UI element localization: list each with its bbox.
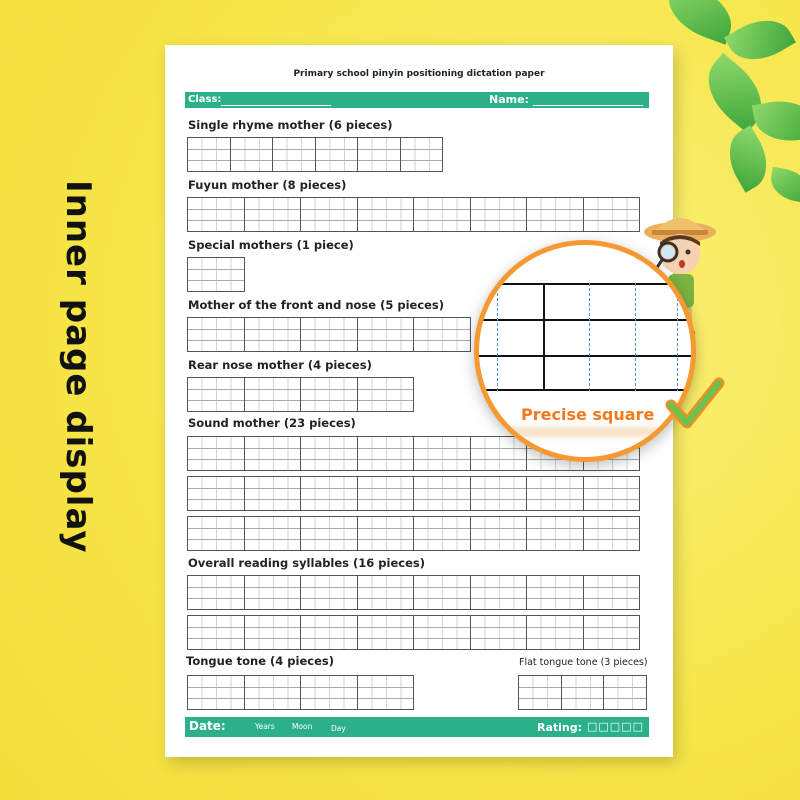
name-label: Name:: [489, 93, 529, 106]
side-label-text: Inner page display: [58, 180, 98, 554]
section-fuyun: Fuyun mother (8 pieces): [188, 178, 347, 192]
section-front-nose: Mother of the front and nose (5 pieces): [188, 298, 445, 312]
precise-square-caption: Precise square: [521, 405, 655, 424]
grid-flat-tongue[interactable]: [518, 675, 646, 710]
day-label: Day: [331, 724, 346, 733]
rating-label: Rating:: [537, 721, 583, 734]
class-label: Class:: [188, 94, 222, 105]
date-label: Date:: [189, 719, 226, 733]
name-field[interactable]: [533, 105, 643, 106]
worksheet-title: Primary school pinyin positioning dictation paper: [293, 69, 545, 79]
section-overall: Overall reading syllables (16 pieces): [188, 556, 425, 570]
grid-rear-nose[interactable]: [187, 377, 413, 412]
grid-overall-row-2[interactable]: [187, 615, 639, 650]
grid-sound-row-2[interactable]: [187, 476, 639, 511]
section-rear-nose: Rear nose mother (4 pieces): [188, 358, 372, 372]
section-sound: Sound mother (23 pieces): [188, 416, 356, 430]
caption-highlight: [509, 427, 659, 437]
section-special: Special mothers (1 piece): [188, 238, 354, 252]
class-field[interactable]: [221, 105, 331, 106]
checkmark-icon: [665, 375, 725, 435]
grid-single-rhyme[interactable]: [187, 137, 442, 172]
magnifier-zoom: [474, 240, 696, 462]
years-label: Years: [255, 722, 275, 731]
grid-fuyun[interactable]: [187, 197, 639, 232]
footer-bar: [185, 717, 649, 737]
rating-boxes[interactable]: □□□□□: [587, 720, 644, 733]
side-label: [38, 180, 118, 554]
section-tongue: Tongue tone (4 pieces): [186, 654, 334, 668]
zoomed-grid: [474, 283, 696, 391]
grid-sound-row-3[interactable]: [187, 516, 639, 551]
grid-tongue[interactable]: [187, 675, 413, 710]
section-flat-tongue: Flat tongue tone (3 pieces): [519, 657, 648, 668]
header-bar: [185, 92, 649, 108]
grid-special[interactable]: [187, 257, 244, 292]
grid-front-nose[interactable]: [187, 317, 470, 352]
grid-overall-row-1[interactable]: [187, 575, 639, 610]
moon-label: Moon: [292, 722, 313, 731]
section-single-rhyme: Single rhyme mother (6 pieces): [188, 118, 393, 132]
